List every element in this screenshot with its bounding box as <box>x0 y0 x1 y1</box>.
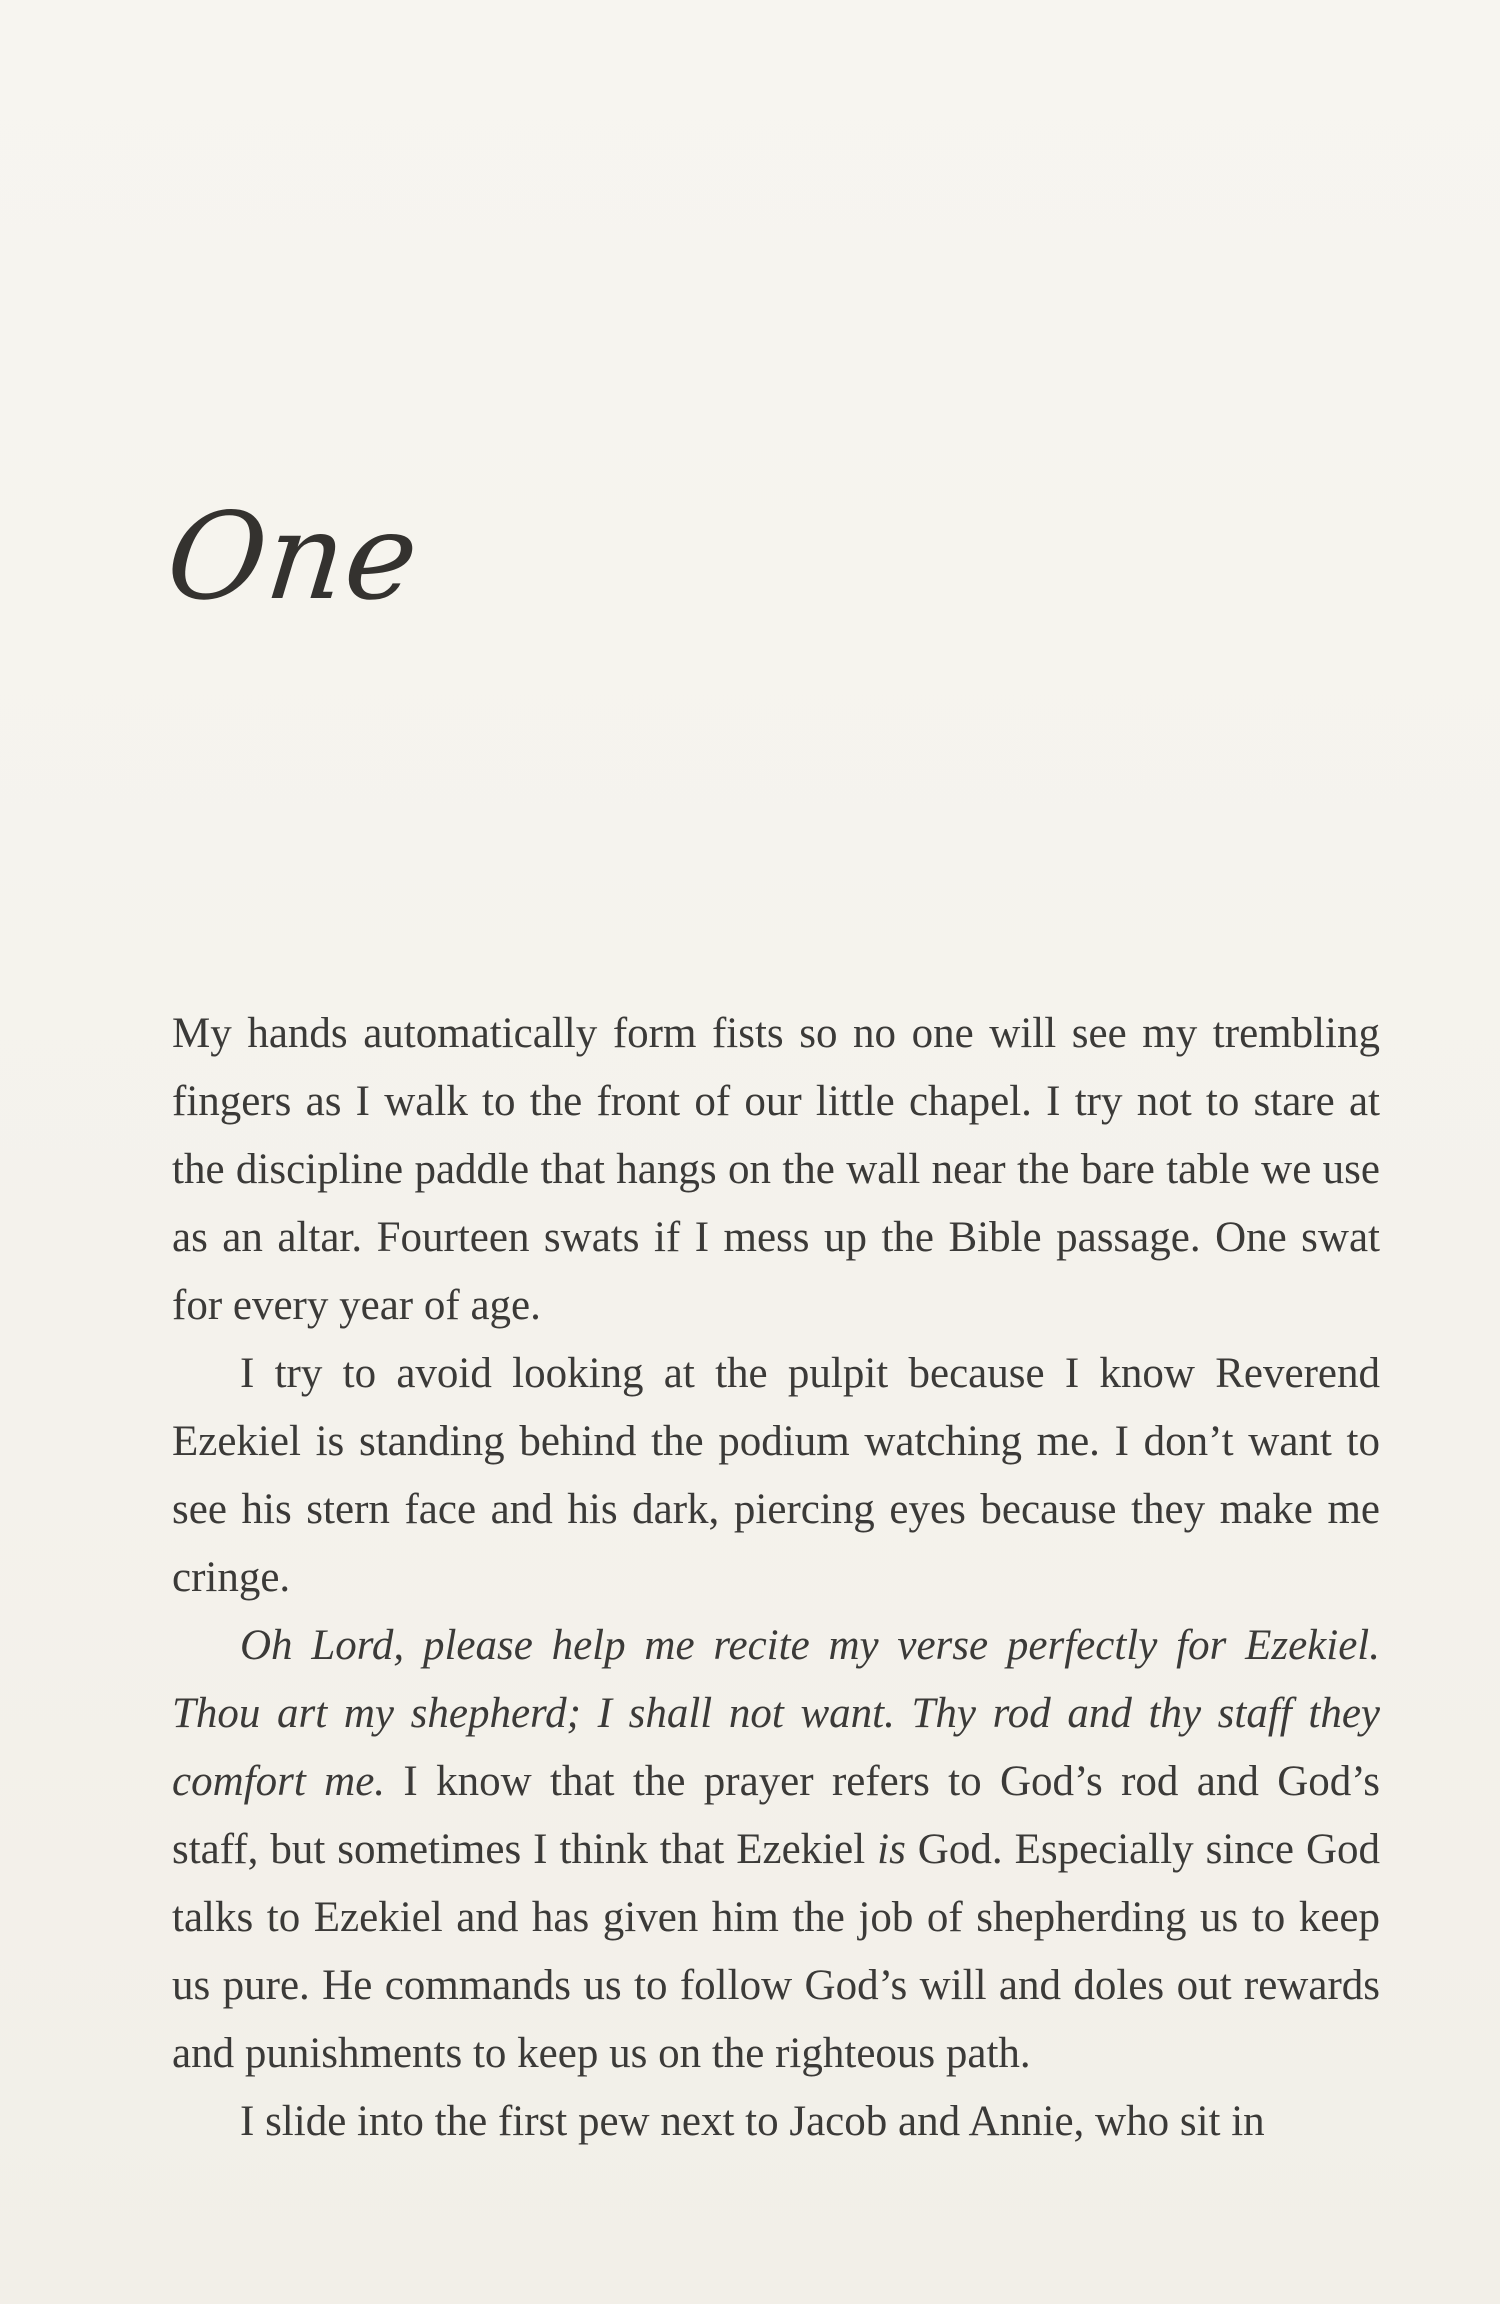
paragraph-4: I slide into the first pew next to Jacob and Annie, who sit in <box>240 2098 1265 2145</box>
paragraph-3 <box>172 1612 1380 2088</box>
paragraph-3-text-b: God. Especially since God talks to Ezekiel and has given him the job of shepherding us to keep us pure. He commands us to follow God’s will and doles out rewards and punishments to keep us on the righteous path. <box>172 1826 1381 2077</box>
chapter-body <box>172 1000 1380 2156</box>
paragraph-1: My hands automatically form fists so no one will see my trembling fingers as I walk to the front of our little chapel. I try not to stare at the discipline paddle that hangs on the wall near the bare table we use as an altar. Fourteen swats if I mess up the Bible passage. One swat for every year of age. <box>172 1010 1380 1329</box>
paragraph-3-text-a: I know that the prayer refers to God’s rod and God’s staff, but sometimes I think that Ezekiel <box>172 1758 1380 1873</box>
prayer-text: Oh Lord, please help me recite my verse perfectly for Ezekiel. Thou art my shepherd; I shall not want. Thy rod and thy staff they comfort me. <box>172 1622 1380 1805</box>
chapter-title: One <box>160 488 426 627</box>
paragraph-2: I try to avoid looking at the pulpit because I know Reverend Ezekiel is standing behind the podium watching me. I don’t want to see his stern face and his dark, piercing eyes because they make me cringe. <box>172 1350 1380 1601</box>
emphasis-is: is <box>877 1826 906 1873</box>
